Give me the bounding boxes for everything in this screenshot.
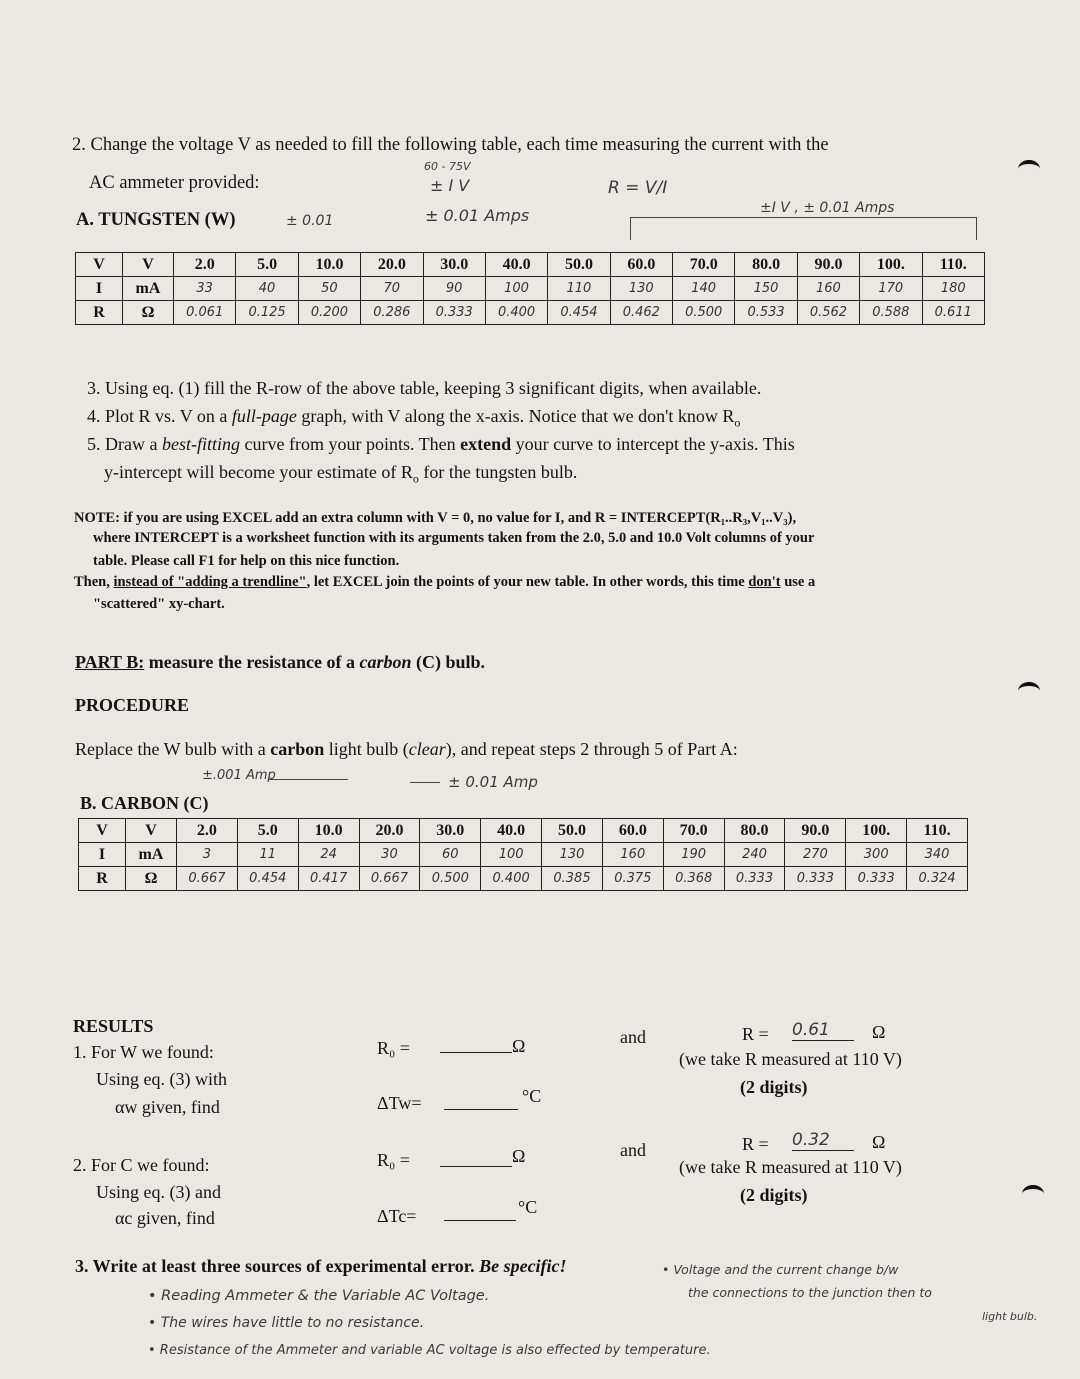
carbon-left-note: ±.001 Amp	[202, 768, 276, 783]
q3-title-text: 3. Write at least	[75, 1256, 201, 1276]
carbon-table	[78, 818, 968, 891]
w-r0-blank	[440, 1052, 512, 1053]
row-symbol: V	[76, 253, 123, 277]
q3-title-mid: sources of experimental error.	[240, 1256, 480, 1276]
tungsten-table	[75, 252, 985, 325]
resistance-cell: 0.400	[481, 867, 542, 891]
tungsten-right-note: ±I V , ± 0.01 Amps	[760, 200, 895, 216]
q3-answer-4c: light bulb.	[982, 1310, 1038, 1323]
w-given-label: αw given, find	[115, 1097, 220, 1117]
resistance-cell: 0.500	[420, 867, 481, 891]
w-using-label: Using eq. (3) with	[96, 1069, 227, 1089]
q3-answer-3: • Resistance of the Ammeter and variable AC voltage is also effected by temperature.	[148, 1343, 711, 1358]
c-r0-unit: Ω	[512, 1146, 526, 1166]
carbon-title: B. CARBON (C)	[80, 793, 209, 813]
tungsten-formula-note: R = V/I	[608, 178, 668, 198]
note-line4	[74, 574, 815, 591]
c-and: and	[620, 1140, 646, 1160]
voltage-cell: 110.	[907, 819, 968, 843]
voltage-cell: 40.0	[485, 253, 547, 277]
procedure-heading: PROCEDURE	[75, 695, 190, 715]
current-cell: 60	[420, 843, 481, 867]
c-r0-label: R₀ =	[377, 1150, 410, 1170]
resistance-cell: 0.417	[298, 867, 359, 891]
q2-line2: AC ammeter provided:	[89, 173, 260, 193]
voltage-cell: 2.0	[177, 819, 238, 843]
carbon-right-note: ± 0.01 Amp	[448, 773, 538, 791]
c-using-label: Using eq. (3) and	[96, 1182, 221, 1202]
note-line4-dont: don't	[748, 574, 781, 590]
voltage-cell: 100.	[846, 819, 907, 843]
margin-hole-mark	[1018, 682, 1040, 700]
resistance-cell: 0.454	[237, 867, 298, 891]
step-4: 4. Plot R vs. V on a full-page graph, with V along the x-axis. Notice that we don't know $R_o$	[87, 406, 741, 430]
current-cell: 130	[610, 277, 672, 301]
c-r-unit: Ω	[872, 1132, 886, 1152]
resistance-cell: 0.500	[673, 301, 735, 325]
q3-answer-4b: the connections to the junction then to	[688, 1285, 932, 1300]
c-r-value: 0.32	[792, 1130, 854, 1151]
q2-line1	[72, 135, 829, 156]
voltage-cell: 60.0	[602, 819, 663, 843]
current-cell: 180	[922, 277, 985, 301]
resistance-cell: 0.611	[922, 301, 985, 325]
partb-title-emphasis: carbon	[359, 652, 412, 672]
step-5-text-end: your curve to intercept the y-axis. This	[511, 434, 795, 454]
c-r0-blank	[440, 1166, 512, 1167]
row-unit: V	[126, 819, 177, 843]
row-symbol: I	[79, 843, 126, 867]
tungsten-amps-note: ± 0.01 Amps	[425, 206, 530, 225]
instr-emphasis: clear	[408, 739, 446, 759]
note-label: NOTE:	[74, 510, 120, 526]
resistance-cell: 0.533	[735, 301, 797, 325]
current-cell: 100	[481, 843, 542, 867]
w-r-label: R =	[742, 1024, 769, 1044]
note-line4-end: use a	[780, 574, 816, 590]
resistance-cell: 0.333	[785, 867, 846, 891]
resistance-cell: 0.324	[907, 867, 968, 891]
w-r-value: 0.61	[792, 1020, 854, 1041]
q2-text: Change the voltage V as needed to fill the following table, each time measuring the current with the	[90, 135, 829, 155]
current-cell: 160	[797, 277, 859, 301]
voltage-cell: 60.0	[610, 253, 672, 277]
carbon-voltage-row	[79, 819, 968, 843]
current-cell: 160	[602, 843, 663, 867]
instr-text-end: ), and repeat steps 2 through 5 of Part A:	[445, 739, 738, 759]
resistance-cell: 0.333	[724, 867, 785, 891]
row-unit: Ω	[126, 867, 177, 891]
carbon-left-arrow	[268, 779, 348, 780]
voltage-cell: 70.0	[673, 253, 735, 277]
row-unit: mA	[123, 277, 174, 301]
q2-number: 2.	[72, 135, 86, 155]
current-cell: 11	[237, 843, 298, 867]
c-given-label: αc given, find	[115, 1208, 215, 1228]
carbon-current-row	[79, 843, 968, 867]
step-5-line2-end: for the tungsten bulb.	[418, 462, 578, 482]
voltage-cell: 80.0	[724, 819, 785, 843]
resistance-cell: 0.333	[846, 867, 907, 891]
q3-answer-2: • The wires have little to no resistance.	[148, 1315, 425, 1331]
c-delta-t-blank	[444, 1220, 516, 1221]
w-r-unit: Ω	[872, 1022, 886, 1042]
note-line1	[74, 510, 796, 527]
resistance-cell: 0.588	[860, 301, 922, 325]
voltage-cell: 5.0	[237, 819, 298, 843]
row-unit: mA	[126, 843, 177, 867]
tungsten-iv-note: ± I V	[430, 176, 470, 195]
procedure-instruction	[75, 739, 738, 760]
w-measured-note: (we take R measured at 110 V)	[679, 1049, 902, 1069]
voltage-cell: 10.0	[298, 253, 360, 277]
c-delta-t-unit: °C	[518, 1197, 538, 1217]
partb-label: PART B:	[75, 652, 145, 672]
current-cell: 170	[860, 277, 922, 301]
q3-title	[75, 1256, 567, 1277]
q3-answer-1: • Reading Ammeter & the Variable AC Voltage.	[148, 1288, 490, 1304]
note-line4-text: Then,	[74, 574, 114, 590]
current-cell: 33	[174, 277, 236, 301]
current-cell: 140	[673, 277, 735, 301]
current-cell: 300	[846, 843, 907, 867]
current-cell: 3	[177, 843, 238, 867]
w-found-label: 1. For W we found:	[73, 1042, 214, 1062]
note-line2: where INTERCEPT is a worksheet function with its arguments taken from the 2.0, 5.0 and 10.0 Volt columns of your	[93, 530, 815, 546]
voltage-cell: 90.0	[797, 253, 859, 277]
w-r0-label: R₀ =	[377, 1038, 410, 1058]
tungsten-tol-note: ± 0.01	[286, 213, 334, 229]
current-cell: 50	[298, 277, 360, 301]
current-cell: 150	[735, 277, 797, 301]
q3-title-emphasis: Be specific!	[479, 1256, 567, 1276]
row-symbol: V	[79, 819, 126, 843]
row-unit: V	[123, 253, 174, 277]
tungsten-title: A. TUNGSTEN (W)	[76, 210, 236, 230]
step-5-text-mid: curve from your points. Then	[239, 434, 461, 454]
c-measured-note: (we take R measured at 110 V)	[679, 1157, 902, 1177]
resistance-cell: 0.667	[177, 867, 238, 891]
note-line4-underline: instead of "adding a trendline"	[113, 574, 307, 590]
resistance-cell: 0.385	[542, 867, 603, 891]
margin-hole-mark	[1022, 1185, 1044, 1203]
results-heading: RESULTS	[73, 1016, 154, 1036]
voltage-cell: 2.0	[174, 253, 236, 277]
partb-title-text: measure the resistance of a	[144, 652, 360, 672]
voltage-cell: 20.0	[359, 819, 420, 843]
current-cell: 70	[361, 277, 423, 301]
current-cell: 110	[548, 277, 610, 301]
step-5-emphasis: best-fitting	[161, 434, 240, 454]
voltage-cell: 80.0	[735, 253, 797, 277]
step-5-bold: extend	[460, 434, 512, 454]
current-cell: 30	[359, 843, 420, 867]
voltage-cell: 40.0	[481, 819, 542, 843]
resistance-cell: 0.061	[174, 301, 236, 325]
resistance-cell: 0.333	[423, 301, 485, 325]
tungsten-current-row	[76, 277, 985, 301]
instr-bold: carbon	[270, 739, 325, 759]
w-delta-t-label: ΔTw=	[377, 1093, 422, 1113]
row-unit: Ω	[123, 301, 174, 325]
partb-title-end: (C) bulb.	[411, 652, 486, 672]
step-4-text-end: graph, with V along the x-axis. Notice that we don't know R	[296, 406, 735, 426]
step-5-line2: y-intercept will become your estimate of $R_o$ for the tungsten bulb.	[104, 462, 578, 486]
resistance-cell: 0.667	[359, 867, 420, 891]
voltage-cell: 100.	[860, 253, 922, 277]
note-line4-mid: , let EXCEL join the points of your new table. In other words, this time	[306, 574, 749, 590]
step-5-line2-text: y-intercept will become your estimate of R	[104, 462, 413, 482]
resistance-cell: 0.400	[485, 301, 547, 325]
current-cell: 40	[236, 277, 298, 301]
voltage-cell: 10.0	[298, 819, 359, 843]
partb-title	[75, 652, 485, 673]
tungsten-voltage-row	[76, 253, 985, 277]
instr-text-mid: light bulb (	[324, 739, 409, 759]
resistance-cell: 0.562	[797, 301, 859, 325]
voltage-cell: 90.0	[785, 819, 846, 843]
w-digits-note: (2 digits)	[740, 1077, 808, 1097]
step-5-text: 5. Draw a	[87, 434, 162, 454]
row-symbol: I	[76, 277, 123, 301]
step-4-text: 4. Plot R vs. V on a	[87, 406, 232, 426]
voltage-cell: 30.0	[420, 819, 481, 843]
current-cell: 240	[724, 843, 785, 867]
instr-text: Replace the W bulb with a	[75, 739, 271, 759]
note-line1-text: if you are using EXCEL add an extra column with V = 0, no value for I, and R = INTERCEPT(R₁..R₃,V₁..V₃),	[119, 510, 797, 526]
q3-answer-4a: • Voltage and the current change b/w	[662, 1262, 899, 1277]
c-digits-note: (2 digits)	[740, 1185, 808, 1205]
carbon-right-arrow	[410, 782, 440, 783]
voltage-cell: 50.0	[548, 253, 610, 277]
w-r0-unit: Ω	[512, 1036, 526, 1056]
q3-title-bold: three	[200, 1256, 241, 1276]
voltage-cell: 20.0	[361, 253, 423, 277]
voltage-cell: 5.0	[236, 253, 298, 277]
note-line5: "scattered" xy-chart.	[93, 596, 225, 612]
voltage-cell: 50.0	[542, 819, 603, 843]
resistance-cell: 0.286	[361, 301, 423, 325]
step-4-emphasis: full-page	[231, 406, 297, 426]
tungsten-bracket	[630, 217, 977, 240]
carbon-resistance-row	[79, 867, 968, 891]
tungsten-resistance-row	[76, 301, 985, 325]
resistance-cell: 0.368	[663, 867, 724, 891]
resistance-cell: 0.200	[298, 301, 360, 325]
c-found-label: 2. For C we found:	[73, 1155, 210, 1175]
current-cell: 130	[542, 843, 603, 867]
w-delta-t-blank	[444, 1109, 518, 1110]
note-line3: table. Please call F1 for help on this nice function.	[93, 553, 400, 569]
step-5	[87, 434, 795, 455]
resistance-cell: 0.454	[548, 301, 610, 325]
current-cell: 24	[298, 843, 359, 867]
w-and: and	[620, 1027, 646, 1047]
current-cell: 270	[785, 843, 846, 867]
resistance-cell: 0.375	[602, 867, 663, 891]
margin-hole-mark	[1018, 160, 1040, 178]
row-symbol: R	[76, 301, 123, 325]
tungsten-range-note: 60 - 75V	[424, 160, 471, 173]
current-cell: 90	[423, 277, 485, 301]
step-3: 3. Using eq. (1) fill the R-row of the above table, keeping 3 significant digits, when available.	[87, 378, 762, 398]
current-cell: 100	[485, 277, 547, 301]
resistance-cell: 0.125	[236, 301, 298, 325]
w-delta-t-unit: °C	[522, 1086, 542, 1106]
voltage-cell: 110.	[922, 253, 985, 277]
voltage-cell: 70.0	[663, 819, 724, 843]
c-r-label: R =	[742, 1134, 769, 1154]
voltage-cell: 30.0	[423, 253, 485, 277]
row-symbol: R	[79, 867, 126, 891]
current-cell: 190	[663, 843, 724, 867]
current-cell: 340	[907, 843, 968, 867]
resistance-cell: 0.462	[610, 301, 672, 325]
c-delta-t-label: ΔTc=	[377, 1206, 417, 1226]
